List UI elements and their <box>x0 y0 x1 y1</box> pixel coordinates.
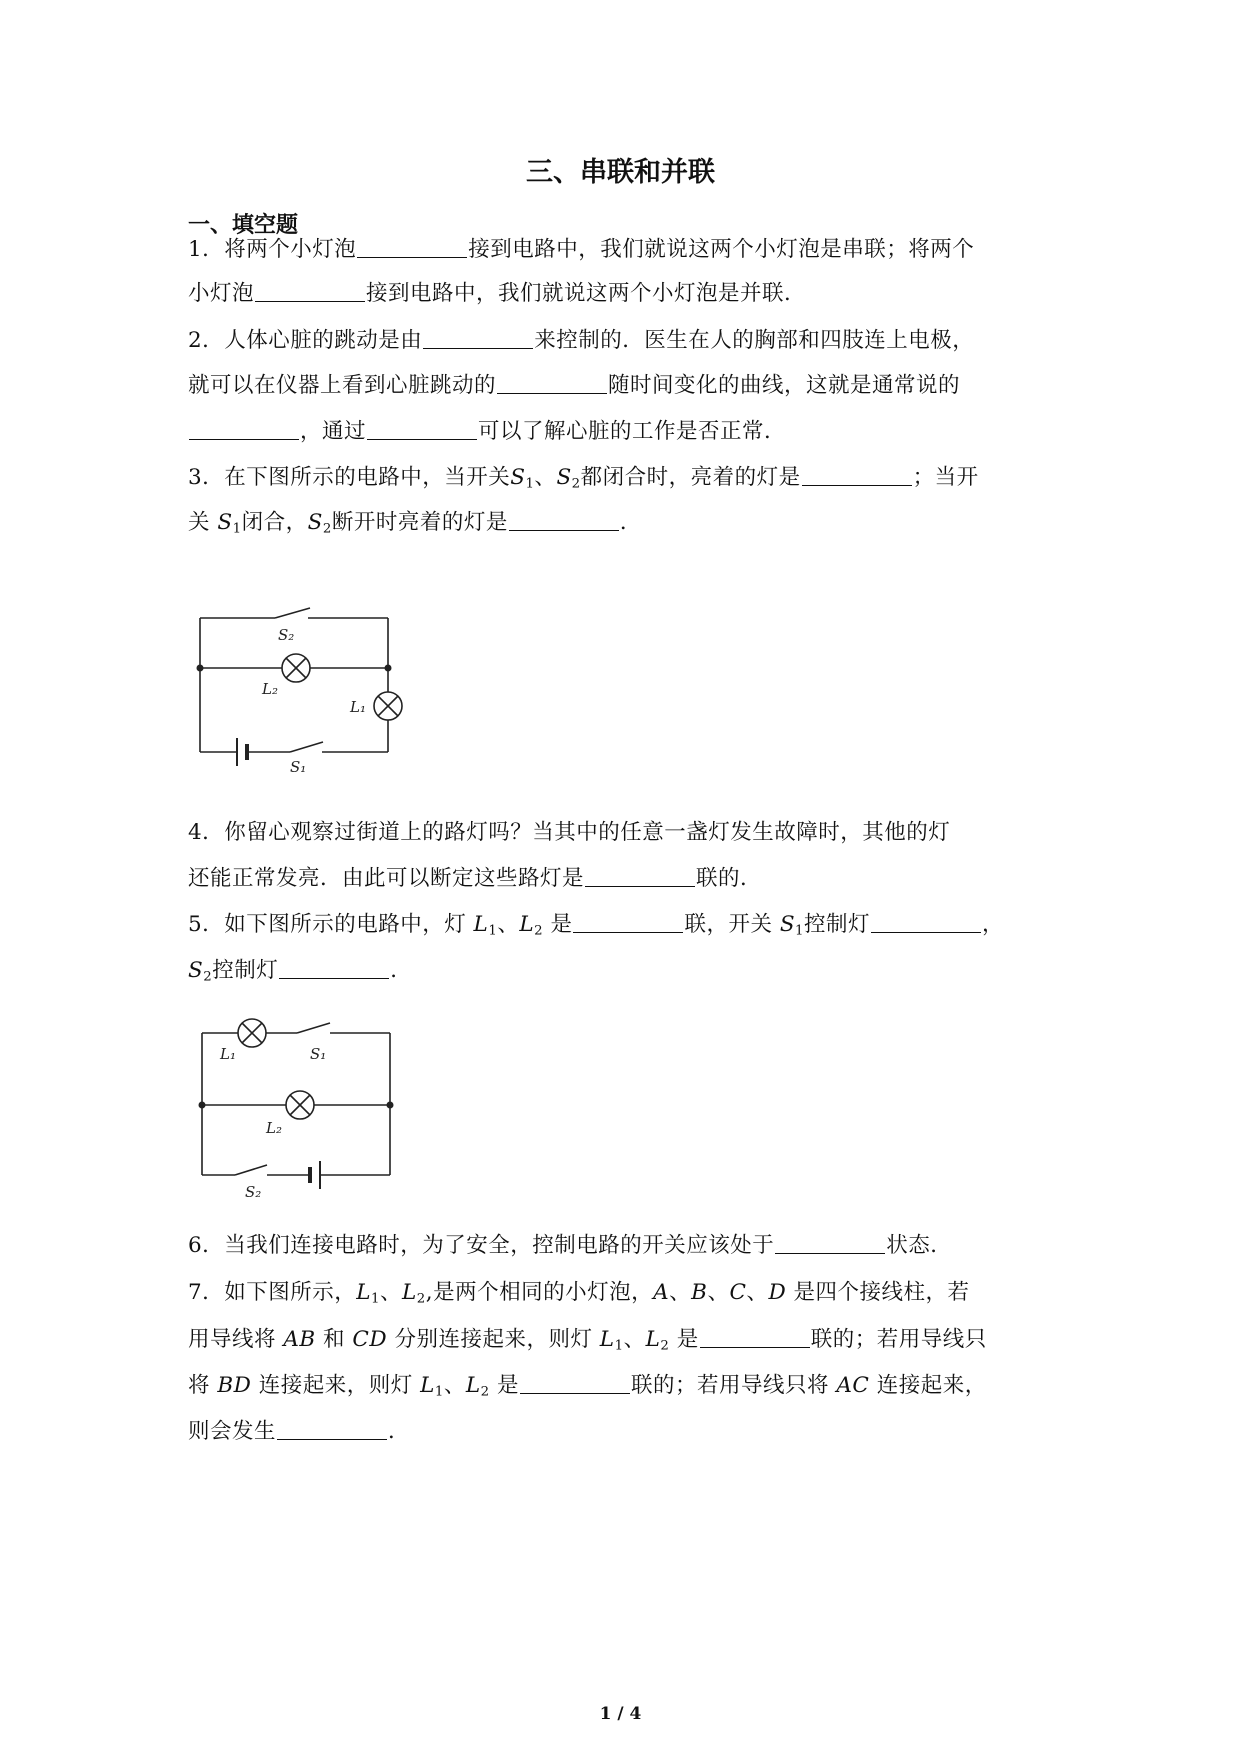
answer-blank[interactable] <box>277 1418 387 1441</box>
question-5-line-1: 5．如下图所示的电路中，灯 $L_1$、$L_2$ 是 联，开关 $S_1$控制灯 ， <box>188 912 1005 939</box>
question-1-line-2: 小灯泡 接到电路中，我们就说这两个小灯泡是并联． <box>188 281 807 306</box>
answer-blank[interactable] <box>775 1232 885 1255</box>
answer-blank[interactable] <box>423 327 533 350</box>
answer-blank[interactable] <box>189 418 299 441</box>
answer-blank[interactable] <box>255 280 365 303</box>
question-7-line-3: 将 BD 连接起来，则灯 $L_1$、$L_2$ 是 联的；若用导线只将 AC 连接起来， <box>188 1373 987 1400</box>
answer-blank[interactable] <box>357 236 467 259</box>
question-5-line-2: $S_2$控制灯 ． <box>188 958 413 985</box>
answer-blank[interactable] <box>700 1326 810 1349</box>
label-l2: L₂ <box>262 680 278 698</box>
question-4-line-2: 还能正常发亮．由此可以断定这些路灯是 联的． <box>188 866 763 891</box>
answer-blank[interactable] <box>367 418 477 441</box>
answer-blank[interactable] <box>497 372 607 395</box>
label-s1: S₁ <box>310 1045 327 1063</box>
question-4-line-1: 4．你留心观察过街道上的路灯吗？当其中的任意一盏灯发生故障时，其他的灯 <box>188 820 951 845</box>
page-title: 三、串联和并联 <box>526 157 715 188</box>
label-l1: L₁ <box>220 1045 236 1063</box>
circuit-diagram-2 <box>190 1015 420 1200</box>
answer-blank[interactable] <box>573 911 683 934</box>
label-s1: S₁ <box>290 758 307 776</box>
answer-blank[interactable] <box>520 1372 630 1395</box>
answer-blank[interactable] <box>585 865 695 888</box>
answer-blank[interactable] <box>509 509 619 532</box>
question-2-line-2: 就可以在仪器上看到心脏跳动的 随时间变化的曲线，这就是通常说的 <box>188 373 961 398</box>
answer-blank[interactable] <box>279 957 389 980</box>
question-1-line-1: 1．将两个小灯泡 接到电路中，我们就说这两个小灯泡是串联；将两个 <box>188 237 975 262</box>
question-7-line-2: 用导线将 AB 和 CD 分别连接起来，则灯 $L_1$、$L_2$ 是 联的；若用导线只 <box>188 1327 987 1354</box>
question-6-line-1: 6．当我们连接电路时，为了安全，控制电路的开关应该处于 状态． <box>188 1233 953 1258</box>
section-heading: 一、填空题 <box>188 213 299 238</box>
question-3-line-2: 关 $S_1$闭合，$S_2$断开时亮着的灯是 ． <box>188 510 642 537</box>
label-s2: S₂ <box>278 626 295 644</box>
question-2-line-3: ，通过 可以了解心脏的工作是否正常． <box>188 414 786 445</box>
question-2-line-1: 2．人体心脏的跳动是由 来控制的．医生在人的胸部和四肢连上电极， <box>188 328 975 353</box>
answer-blank[interactable] <box>802 464 912 487</box>
answer-blank[interactable] <box>871 911 981 934</box>
label-l1: L₁ <box>350 698 366 716</box>
circuit-diagram-1 <box>190 600 420 780</box>
page-number: 1 / 4 <box>599 1704 642 1724</box>
label-l2: L₂ <box>266 1119 282 1137</box>
label-s2: S₂ <box>245 1183 262 1200</box>
question-7-line-1: 7．如下图所示，$L_1$、$L_2$,是两个相同的小灯泡，A、B、C、D 是四个接线柱，若 <box>188 1280 970 1307</box>
question-7-line-4: 则会发生 ． <box>188 1419 411 1444</box>
question-3-line-1: 3．在下图所示的电路中，当开关$S_1$、$S_2$都闭合时，亮着的灯是 ；当开 <box>188 465 979 492</box>
